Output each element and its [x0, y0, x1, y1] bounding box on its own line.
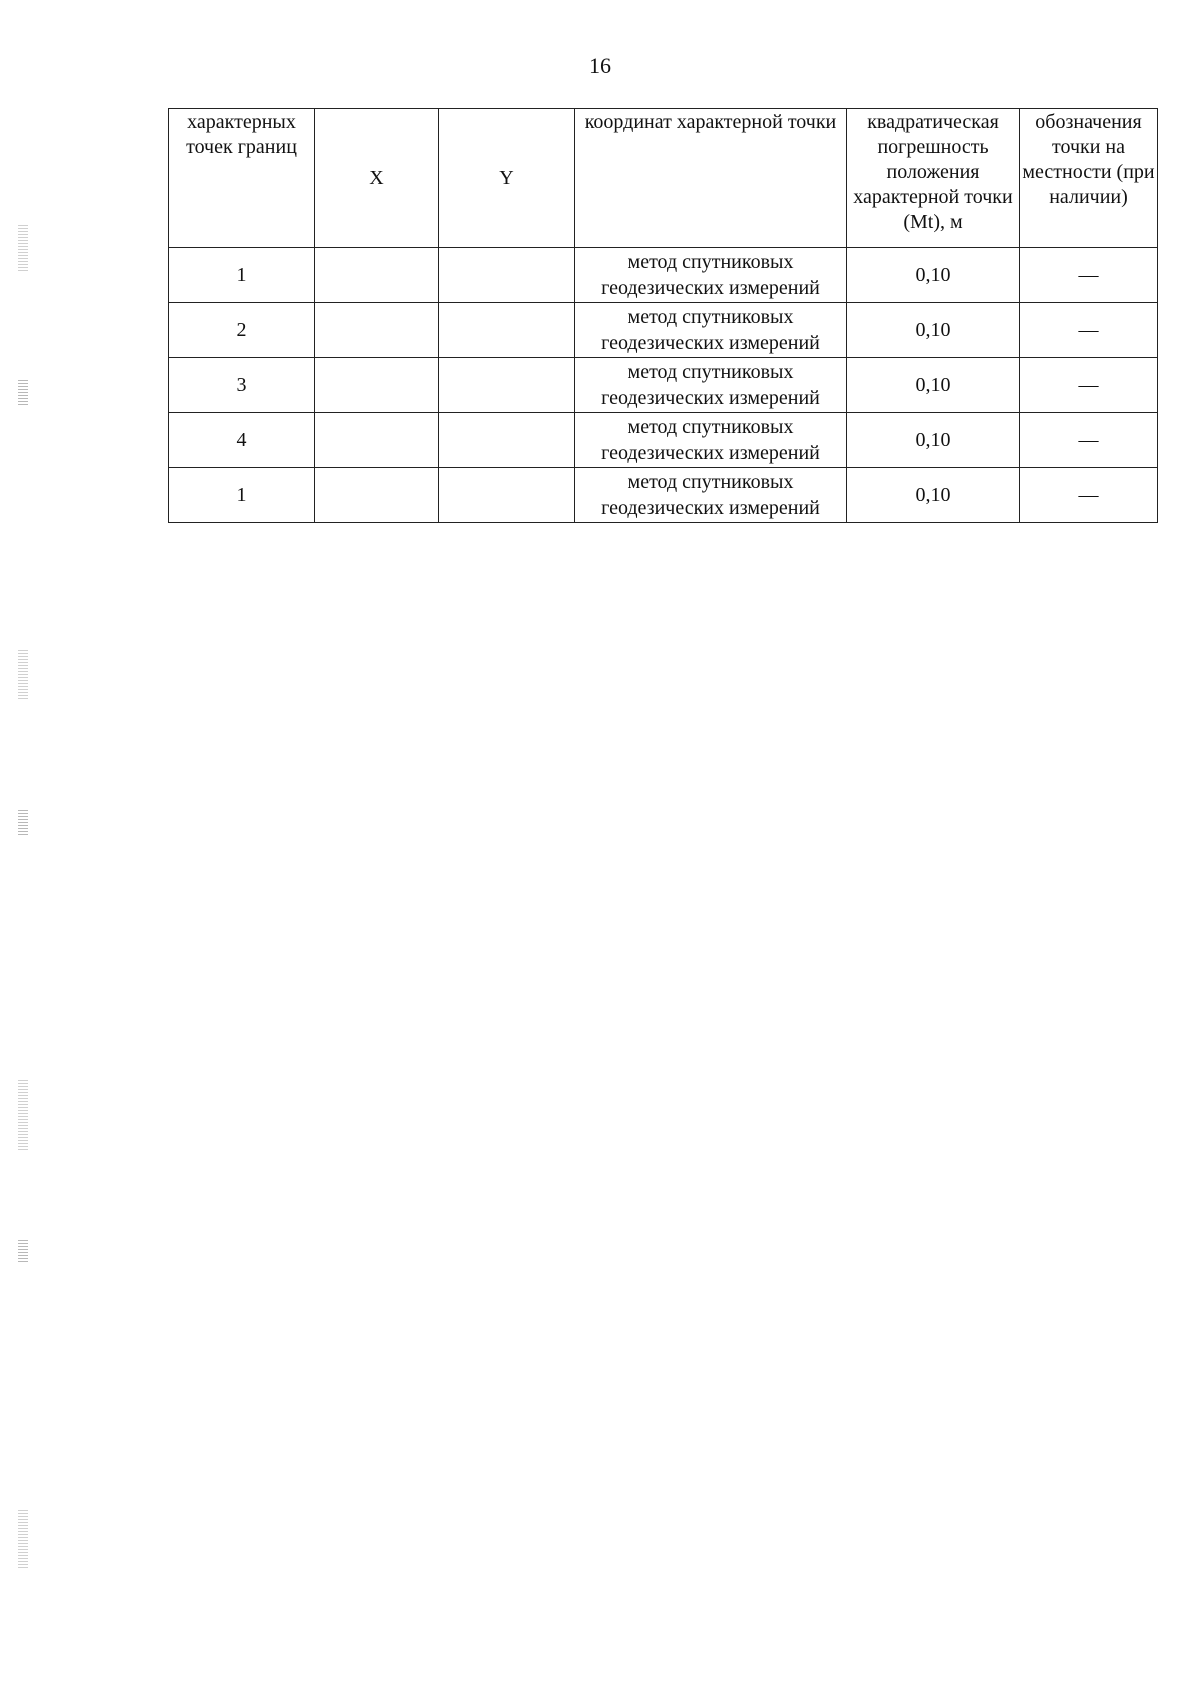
- header-y: Y: [439, 109, 575, 248]
- table-row: [169, 248, 1158, 303]
- table-row: [169, 303, 1158, 358]
- scan-artifact: [18, 225, 28, 273]
- cell-method: метод спутниковых геодезических измерений: [575, 248, 847, 303]
- table-row: [169, 358, 1158, 413]
- cell-method: метод спутниковых геодезических измерений: [575, 358, 847, 413]
- cell-error: 0,10: [847, 413, 1020, 468]
- cell-method: метод спутниковых геодезических измерений: [575, 468, 847, 523]
- cell-y: [439, 468, 575, 523]
- cell-mark: —: [1020, 358, 1158, 413]
- cell-y: [439, 358, 575, 413]
- table-row: [169, 468, 1158, 523]
- cell-method: метод спутниковых геодезических измерений: [575, 413, 847, 468]
- cell-point: 3: [169, 358, 315, 413]
- coordinates-table: [168, 108, 1158, 523]
- cell-error: 0,10: [847, 468, 1020, 523]
- cell-point: 1: [169, 248, 315, 303]
- cell-error: 0,10: [847, 248, 1020, 303]
- scan-artifact: [18, 1510, 28, 1570]
- header-point-number: характерных точек границ: [169, 109, 315, 248]
- cell-error: 0,10: [847, 303, 1020, 358]
- cell-x: [315, 413, 439, 468]
- page-number: 16: [589, 53, 611, 78]
- cell-mark: —: [1020, 413, 1158, 468]
- cell-x: [315, 468, 439, 523]
- cell-method: метод спутниковых геодезических измерений: [575, 303, 847, 358]
- scan-artifact: [18, 810, 28, 836]
- table-row: [169, 413, 1158, 468]
- cell-x: [315, 248, 439, 303]
- cell-point: 2: [169, 303, 315, 358]
- cell-x: [315, 303, 439, 358]
- table-header-row: [169, 109, 1158, 248]
- header-method: координат характерной точки: [575, 109, 847, 248]
- cell-point: 4: [169, 413, 315, 468]
- scan-artifact: [18, 650, 28, 700]
- header-error: квадратическая погрешность положения характерной точки (Mt), м: [847, 109, 1020, 248]
- scan-artifact: [18, 380, 28, 406]
- header-mark: обозначения точки на местности (при наличии): [1020, 109, 1158, 248]
- scan-artifact: [18, 1240, 28, 1264]
- cell-mark: —: [1020, 468, 1158, 523]
- scan-artifact: [18, 1080, 28, 1150]
- cell-x: [315, 358, 439, 413]
- cell-error: 0,10: [847, 358, 1020, 413]
- cell-y: [439, 303, 575, 358]
- cell-mark: —: [1020, 303, 1158, 358]
- cell-y: [439, 413, 575, 468]
- cell-point: 1: [169, 468, 315, 523]
- header-x: X: [315, 109, 439, 248]
- cell-mark: —: [1020, 248, 1158, 303]
- cell-y: [439, 248, 575, 303]
